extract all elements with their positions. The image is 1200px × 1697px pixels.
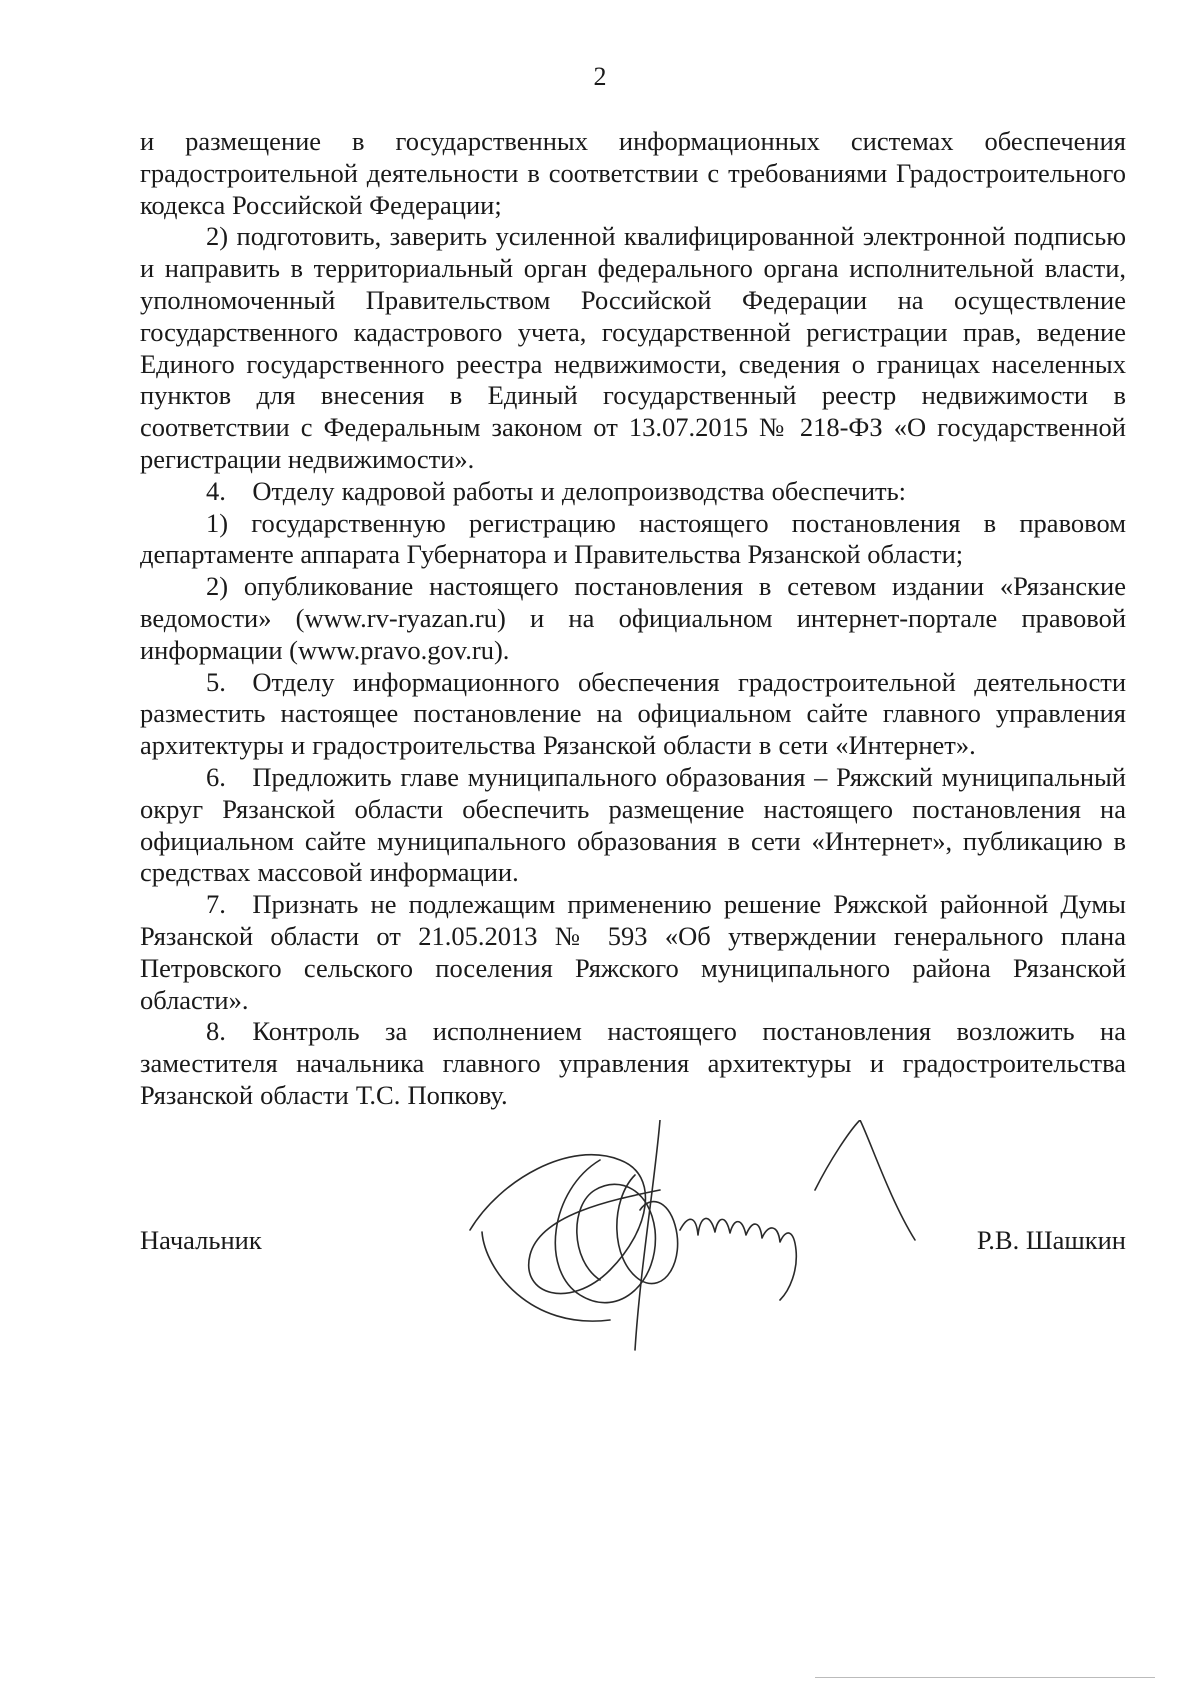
paragraph-item-5: 5. Отделу информационного обеспечения градостроительной деятельности разместить настоящее постановление на официальном сайте главного управления архитектуры и градостроительства Рязанской области в сети «Интернет». bbox=[140, 666, 1126, 761]
paragraph-item-6: 6. Предложить главе муниципального образования – Ряжский муниципальный округ Рязанской области обеспечить размещение настоящего постановления на официальном сайте муниципального образования в сети «Интернет», публикацию в средствах массовой информации. bbox=[140, 761, 1126, 888]
page-number: 2 bbox=[593, 62, 607, 91]
handwritten-signature bbox=[460, 1120, 920, 1360]
paragraph-item-4: 4. Отделу кадровой работы и делопроизводства обеспечить: bbox=[206, 475, 907, 506]
paragraph-continuation: и размещение в государственных информационных системах обеспечения градостроительной деятельности в соответствии с требованиями Градостроительного кодекса Российской Федерации; bbox=[140, 126, 1126, 220]
paragraph-item-2-sub: 2) подготовить, заверить усиленной квалифицированной электронной подписью и направить в территориальный орган федерального органа исполнительной власти, уполномоченный Правительством Российской Федерации на осуществление государственного кадастрового учета, государственной регистрации прав, ведение Единого государственного реестра недвижимости, сведения о границах населенных пунктов для внесения в Единый государственный реестр недвижимости в соответствии с Федеральным законом от 13.07.2015 № 218-ФЗ «О государственной регистрации недвижимости». bbox=[140, 221, 1126, 474]
signatory-name: Р.В. Шашкин bbox=[976, 1225, 1126, 1255]
paragraph-item-4-sub-1: 1) государственную регистрацию настоящего постановления в правовом департаменте аппарата Губернатора и Правительства Рязанской области; bbox=[140, 507, 1126, 570]
paragraph-item-8: 8. Контроль за исполнением настоящего постановления возложить на заместителя начальника главного управления архитектуры и градостроительства Рязанской области Т.С. Попкову. bbox=[140, 1016, 1126, 1110]
document-body bbox=[140, 126, 1126, 1112]
footer-rule bbox=[815, 1677, 1155, 1678]
signatory-title: Начальник bbox=[140, 1225, 262, 1255]
paragraph-item-4-sub-2: 2) опубликование настоящего постановления в сетевом издании «Рязанские ведомости» (www.rv-ryazan.ru) и на официальном интернет-портале правовой информации (www.pravo.gov.ru). bbox=[140, 571, 1126, 665]
paragraph-item-7: 7. Признать не подлежащим применению решение Ряжской районной Думы Рязанской области от 21.05.2013 № 593 «Об утверждении генерального плана Петровского сельского поселения Ряжского муниципального района Рязанской области». bbox=[140, 889, 1126, 1015]
